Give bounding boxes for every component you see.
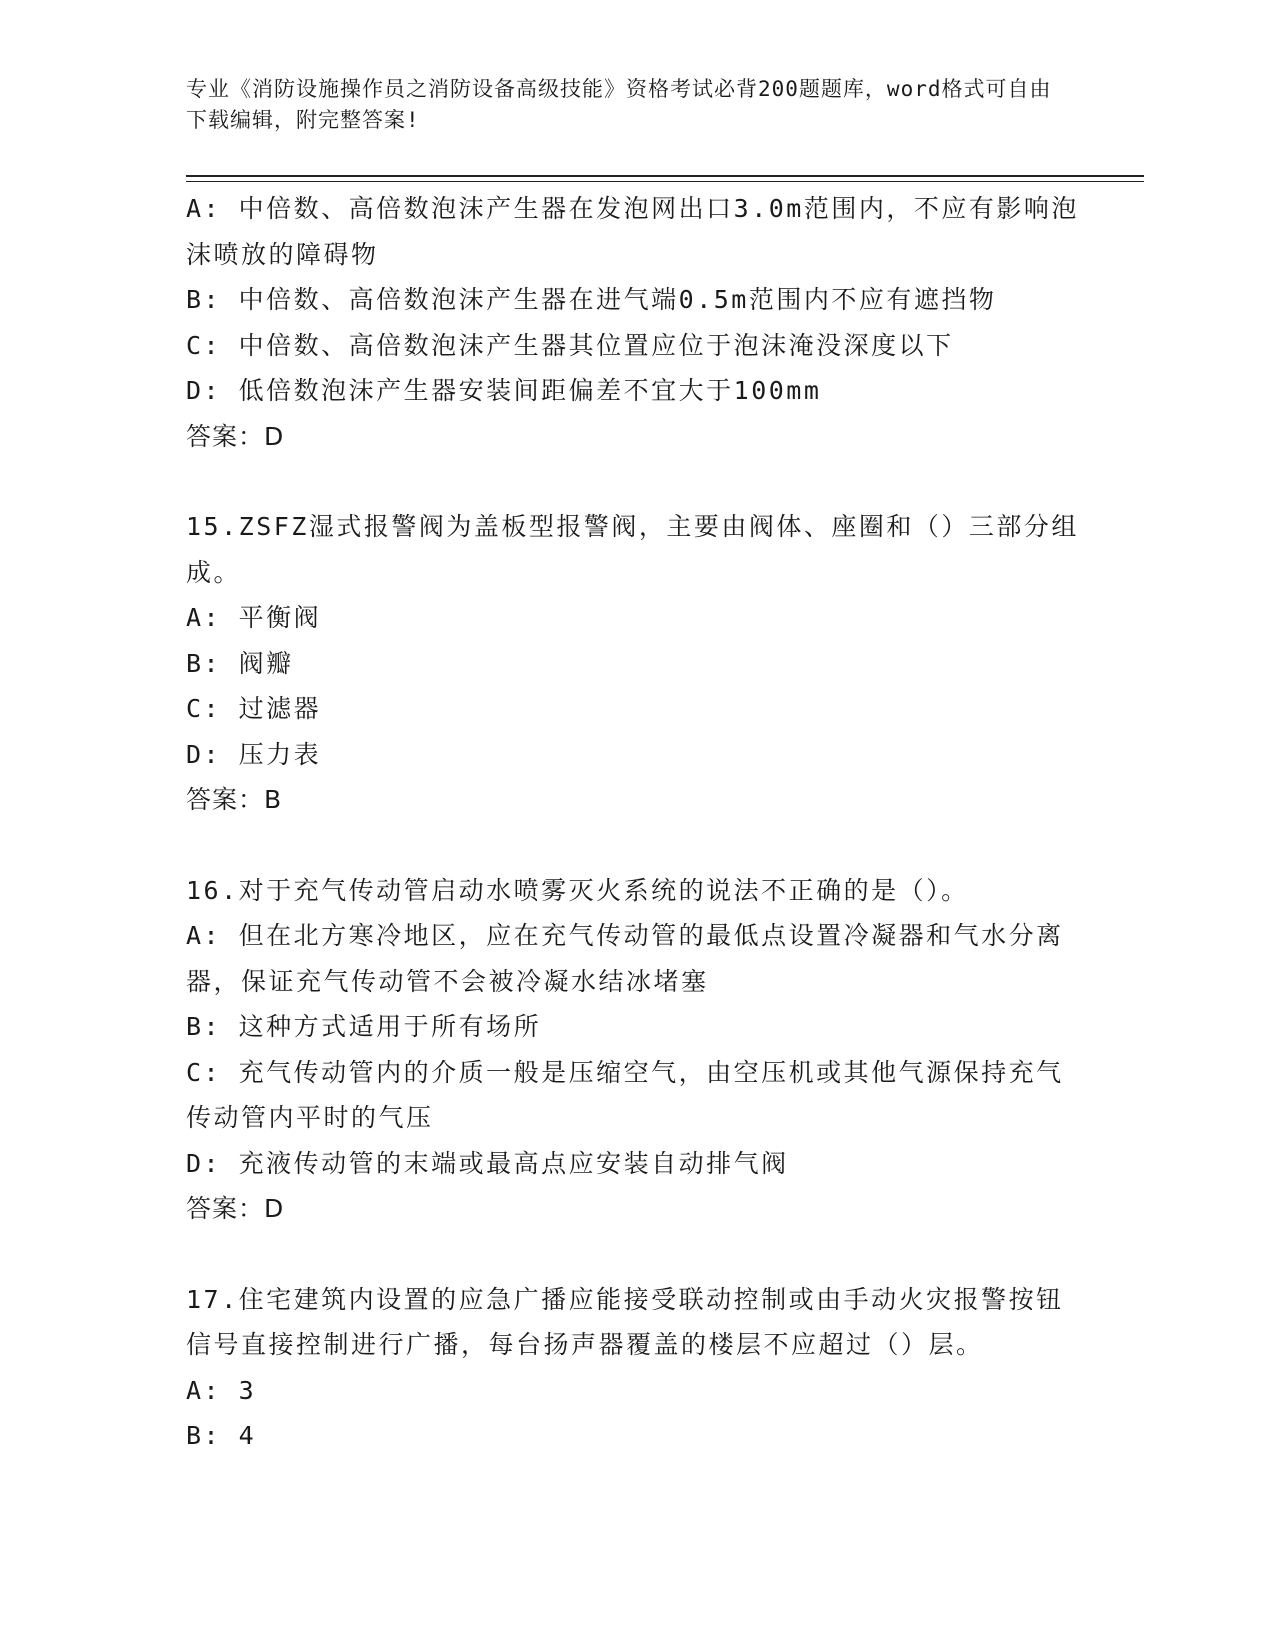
answer-line: 答案：D — [186, 421, 285, 451]
option-d: D: 充液传动管的末端或最高点应安装自动排气阀 — [186, 1148, 789, 1178]
spacer — [186, 823, 1086, 868]
answer-line: 答案：B — [186, 785, 283, 814]
question-block-15 — [186, 504, 1086, 823]
option-b: B: 这种方式适用于所有场所 — [186, 1012, 542, 1041]
option-a: A: 但在北方寒冷地区，应在充气传动管的最低点设置冷凝器和气水分离器，保证充气传动管不会被冷凝水结冰堵塞 — [186, 921, 1064, 996]
question-block-14 — [186, 186, 1086, 459]
header-divider-thin — [186, 181, 1144, 182]
option-c: C: 过滤器 — [186, 694, 322, 723]
question-content — [186, 186, 1086, 1459]
document-header — [186, 74, 1066, 136]
option-d: D: 压力表 — [186, 739, 322, 769]
option-a: A: 中倍数、高倍数泡沫产生器在发泡网出口3.0m范围内，不应有影响泡沫喷放的障碍物 — [186, 194, 1079, 269]
question-block-16 — [186, 868, 1086, 1232]
option-b: B: 4 — [186, 1421, 257, 1450]
header-divider-thick — [186, 175, 1144, 177]
question-block-17 — [186, 1277, 1086, 1459]
option-a: A: 平衡阀 — [186, 603, 322, 632]
question-stem: 15.ZSFZ湿式报警阀为盖板型报警阀，主要由阀体、座圈和（）三部分组成。 — [186, 512, 1079, 587]
header-intro-text: 专业《消防设施操作员之消防设备高级技能》资格考试必背200题题库，word格式可自由下载编辑，附完整答案! — [186, 77, 1052, 132]
option-d: D: 低倍数泡沫产生器安装间距偏差不宜大于100mm — [186, 376, 822, 405]
question-stem: 17.住宅建筑内设置的应急广播应能接受联动控制或由手动火灾报警按钮信号直接控制进行广播，每台扬声器覆盖的楼层不应超过（）层。 — [186, 1284, 1064, 1359]
option-c: C: 中倍数、高倍数泡沫产生器其位置应位于泡沫淹没深度以下 — [186, 330, 954, 360]
spacer — [186, 459, 1086, 504]
option-b: B: 中倍数、高倍数泡沫产生器在进气端0.5m范围内不应有遮挡物 — [186, 285, 997, 314]
option-b: B: 阀瓣 — [186, 648, 294, 678]
option-c: C: 充气传动管内的介质一般是压缩空气，由空压机或其他气源保持充气传动管内平时的气压 — [186, 1057, 1064, 1132]
answer-line: 答案：D — [186, 1194, 285, 1223]
spacer — [186, 1232, 1086, 1277]
question-stem: 16.对于充气传动管启动水喷雾灭火系统的说法不正确的是（）。 — [186, 875, 969, 905]
option-a: A: 3 — [186, 1375, 257, 1405]
